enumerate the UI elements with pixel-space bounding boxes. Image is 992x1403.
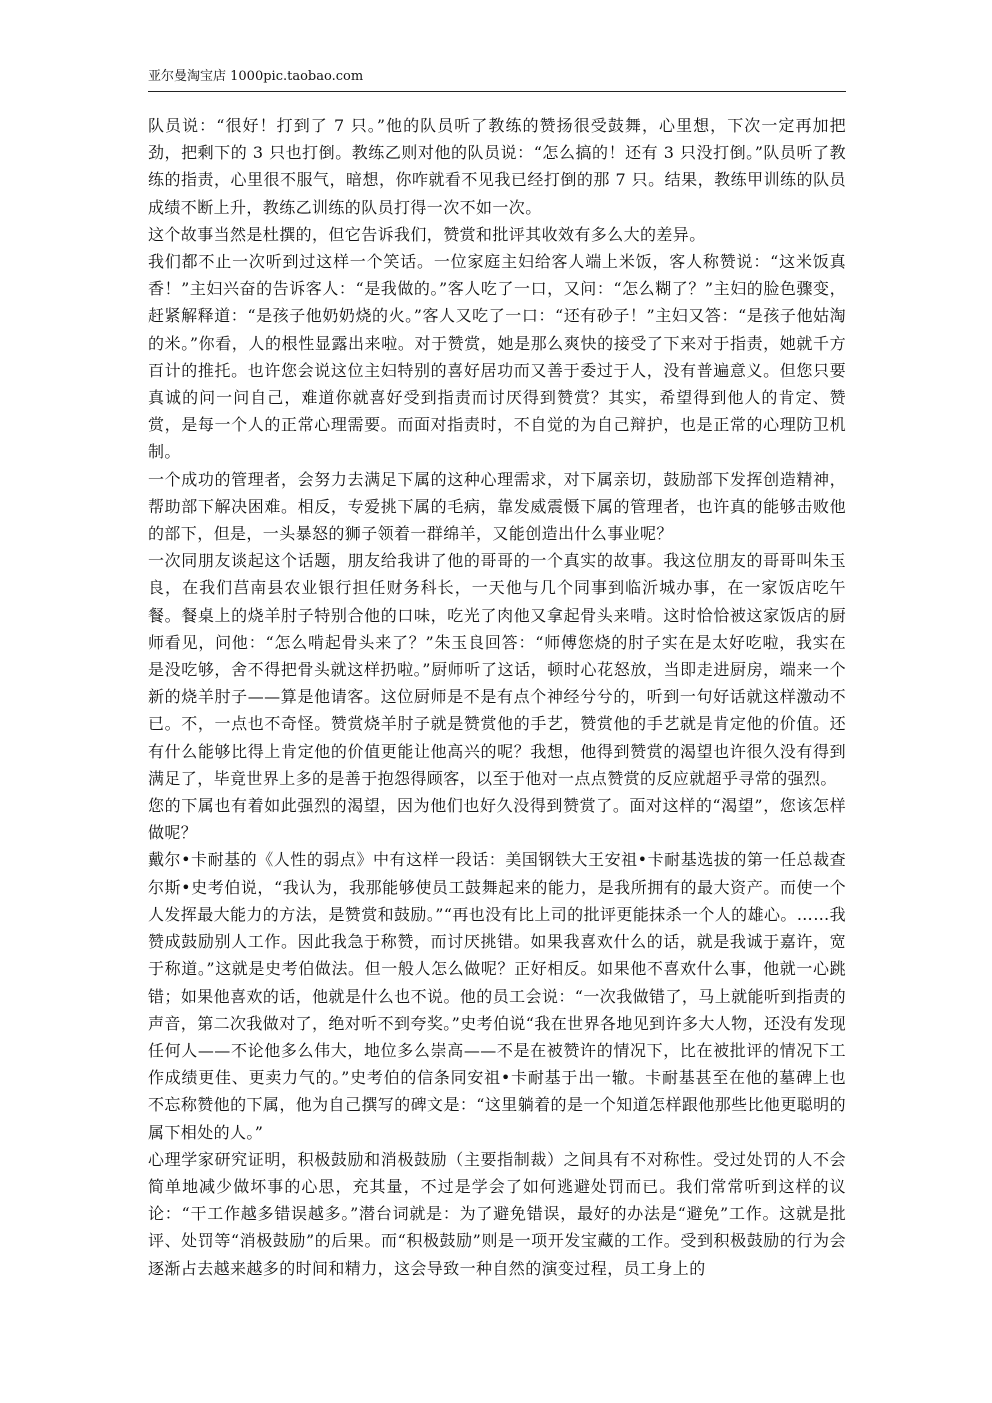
- paragraph-2: 这个故事当然是杜撰的，但它告诉我们，赞赏和批评其收效有多么大的差异。: [148, 224, 706, 244]
- document-body: [148, 112, 846, 1278]
- paragraph-6: 您的下属也有着如此强烈的渴望，因为他们也好久没得到赞赏了。面对这样的“渴望”，您该怎样做呢？: [148, 796, 846, 843]
- header-text: 亚尔曼淘宝店 1000pic.taobao.com: [148, 69, 364, 84]
- paragraph-1: 队员说：“很好！打到了 7 只。”他的队员听了教练的赞扬很受鼓舞，心里想，下次一定再加把劲，把剩下的 3 只也打倒。教练乙则对他的队员说：“怎么搞的！还有 3 只没打倒。”队员听了教练的指责，心里很不服气，暗想，你咋就看不见我已经打倒的那 7 只。结果，教练甲训练的队员成绩不断上升，教练乙训练的队员打得一次不如一次。: [148, 116, 846, 217]
- paragraph-7: 戴尔•卡耐基的《人性的弱点》中有这样一段话：美国钢铁大王安祖•卡耐基选拔的第一任总裁查尔斯•史考伯说，“我认为，我那能够使员工鼓舞起来的能力，是我所拥有的最大资产。而使一个人发挥最大能力的方法，是赞赏和鼓励。”“再也没有比上司的批评更能抹杀一个人的雄心。……我赞成鼓励别人工作。因此我急于称赞，而讨厌挑错。如果我喜欢什么的话，就是我诚于嘉许，宽于称道。”这就是史考伯做法。但一般人怎么做呢？正好相反。如果他不喜欢什么事，他就一心跳错；如果他喜欢的话，他就是什么也不说。他的员工会说：“一次我做错了，马上就能听到指责的声音，第二次我做对了，绝对听不到夸奖。”史考伯说“我在世界各地见到许多大人物，还没有发现任何人——不论他多么伟大，地位多么崇高——不是在被赞许的情况下，比在被批评的情况下工作成绩更佳、更卖力气的。”史考伯的信条同安祖•卡耐基于出一辙。卡耐基甚至在他的墓碑上也不忘称赞他的下属，他为自己撰写的碑文是：“这里躺着的是一个知道怎样跟他那些比他更聪明的属下相处的人。”: [148, 850, 846, 1142]
- paragraph-3: 我们都不止一次听到过这样一个笑话。一位家庭主妇给客人端上米饭，客人称赞说：“这米饭真香！”主妇兴奋的告诉客人：“是我做的。”客人吃了一口，又问：“怎么糊了？”主妇的脸色骤变，赶紧解释道：“是孩子他奶奶烧的火。”客人又吃了一口：“还有砂子！”主妇又答：“是孩子他姑淘的米。”你看，人的根性显露出来啦。对于赞赏，她是那么爽快的接受了下来对于指责，她就千方百计的推托。也许您会说这位主妇特别的喜好居功而又善于委过于人，没有普遍意义。但您只要真诚的问一问自己，难道你就喜好受到指责而讨厌得到赞赏？其实，希望得到他人的肯定、赞赏，是每一个人的正常心理需要。而面对指责时，不自觉的为自己辩护，也是正常的心理防卫机制。: [148, 252, 846, 462]
- paragraph-4: 一个成功的管理者，会努力去满足下属的这种心理需求，对下属亲切，鼓励部下发挥创造精神，帮助部下解决困难。相反，专爱挑下属的毛病，靠发威震慑下属的管理者，也许真的能够击败他的部下，但是，一头暴怒的狮子领着一群绵羊，又能创造出什么事业呢？: [148, 469, 846, 544]
- page-header: [148, 66, 846, 92]
- paragraph-5: 一次同朋友谈起这个话题，朋友给我讲了他的哥哥的一个真实的故事。我这位朋友的哥哥叫朱玉良，在我们莒南县农业银行担任财务科长，一天他与几个同事到临沂城办事，在一家饭店吃午餐。餐桌上的烧羊肘子特别合他的口味，吃光了肉他又拿起骨头来啃。这时恰恰被这家饭店的厨师看见，问他：“怎么啃起骨头来了？”朱玉良回答：“师傅您烧的肘子实在是太好吃啦，我实在是没吃够，舍不得把骨头就这样扔啦。”厨师听了这话，顿时心花怒放，当即走进厨房，端来一个新的烧羊肘子——算是他请客。这位厨师是不是有点个神经兮兮的，听到一句好话就这样激动不已。不，一点也不奇怪。赞赏烧羊肘子就是赞赏他的手艺，赞赏他的手艺就是肯定他的价值。还有什么能够比得上肯定他的价值更能让他高兴的呢？我想，他得到赞赏的渴望也许很久没有得到满足了，毕竟世界上多的是善于抱怨得顾客，以至于他对一点点赞赏的反应就超乎寻常的强烈。: [148, 551, 846, 788]
- paragraph-8: 心理学家研究证明，积极鼓励和消极鼓励（主要指制裁）之间具有不对称性。受过处罚的人不会简单地减少做坏事的心思，充其量，不过是学会了如何逃避处罚而已。我们常常听到这样的议论：“干工作越多错误越多。”潜台词就是：为了避免错误，最好的办法是“避免”工作。这就是批评、处罚等“消极鼓励”的后果。而“积极鼓励”则是一项开发宝藏的工作。受到积极鼓励的行为会逐渐占去越来越多的时间和精力，这会导致一种自然的演变过程，员工身上的: [148, 1149, 846, 1278]
